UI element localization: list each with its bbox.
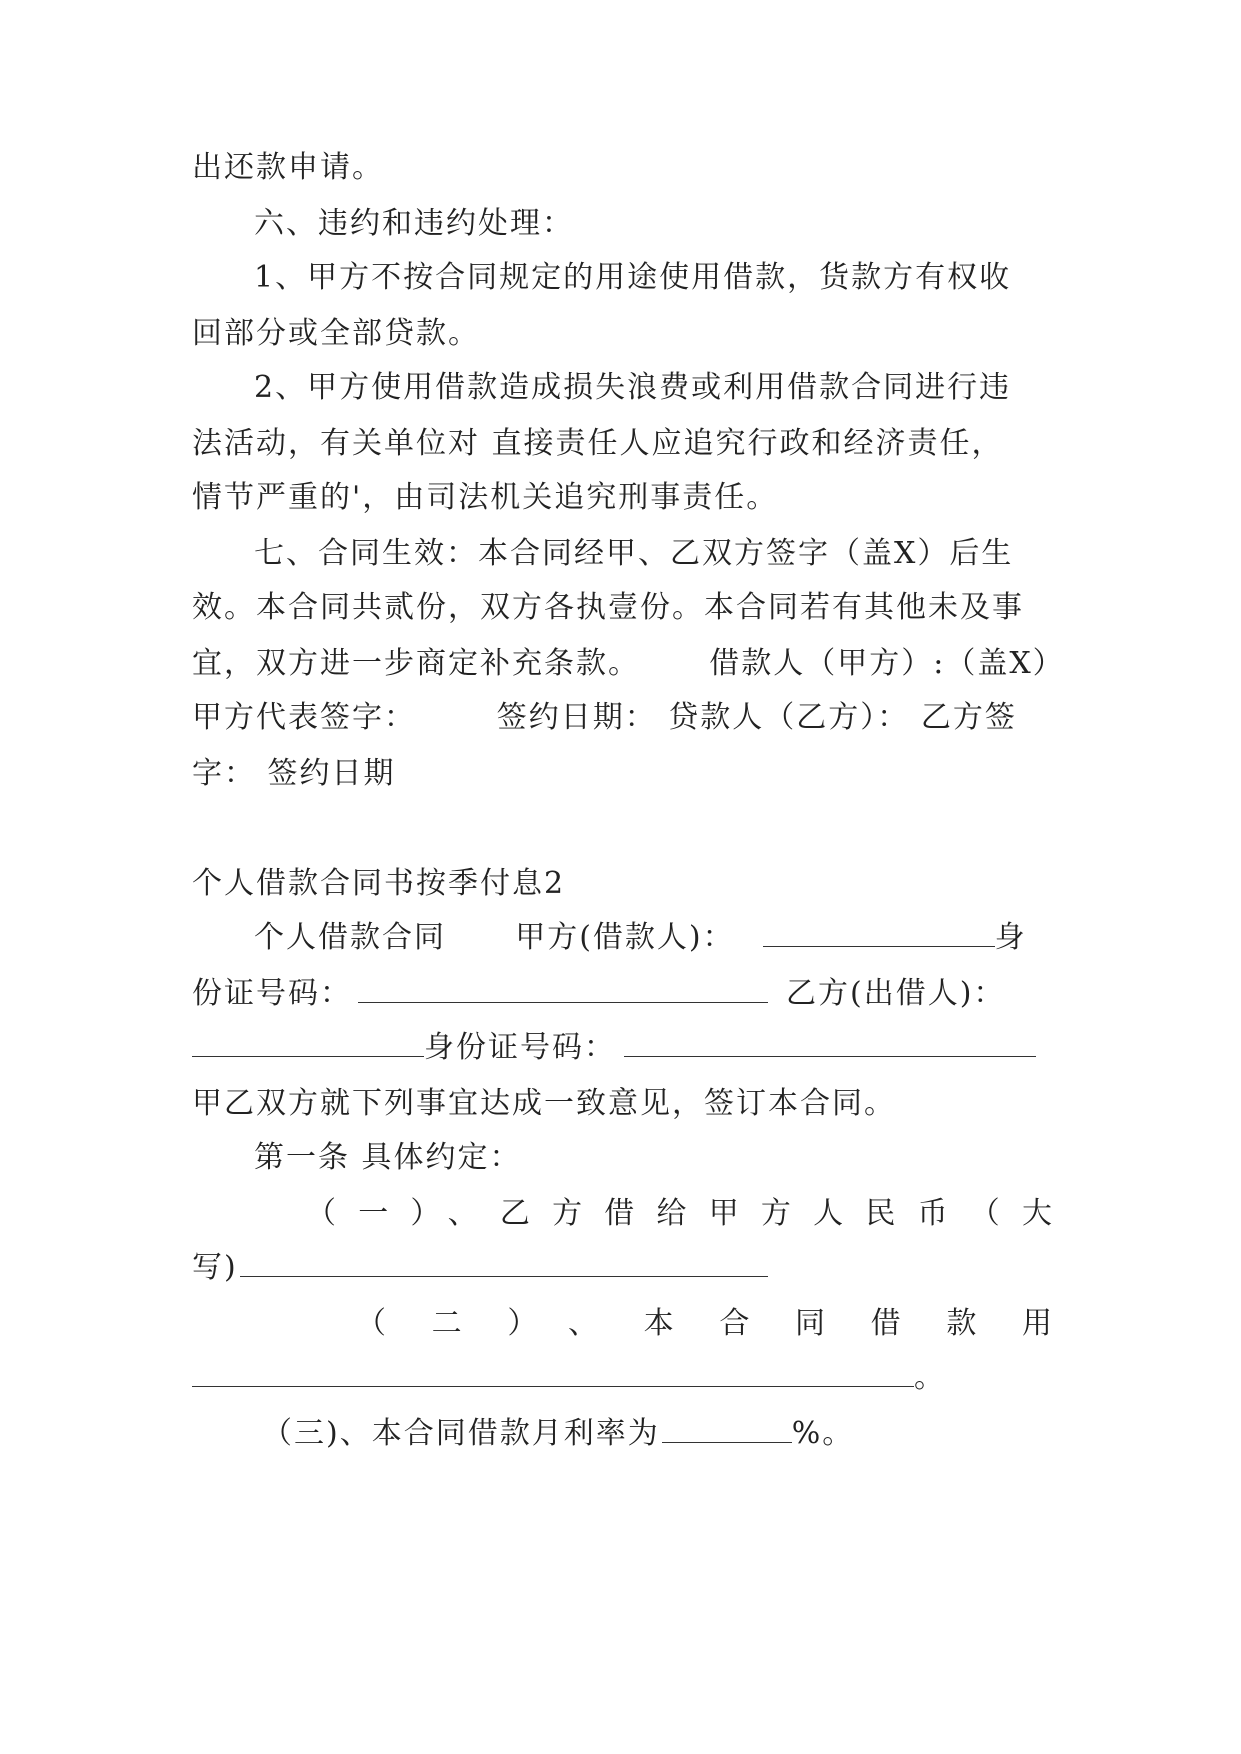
id-label: 身份证号码： — [424, 1030, 616, 1065]
party-a-id-blank[interactable] — [358, 974, 768, 1003]
text-fragment: 写) — [192, 1250, 238, 1285]
text-line: 回部分或全部贷款。 — [192, 316, 480, 351]
clause-purpose: （二）、本合同借款用 — [356, 1306, 1052, 1341]
id-label: 份证号码： — [192, 976, 352, 1011]
text-line: 宜，双方进一步商定补充条款。 借款人（甲方）:（盖X） — [192, 646, 1065, 681]
text-fragment: 身 — [994, 920, 1027, 955]
text-line: 效。本合同共贰份，双方各执壹份。本合同若有其他未及事 — [192, 590, 1024, 625]
party-a-label: 个人借款合同 甲方(借款人)： — [254, 920, 735, 955]
text-line: 法活动，有关单位对 直接责任人应追究行政和经济责任， — [192, 426, 1004, 461]
section-heading-breach: 六、违约和违约处理： — [254, 206, 574, 241]
clause-interest: （三)、本合同借款月利率为 — [262, 1416, 660, 1451]
purpose-line — [192, 1358, 1052, 1398]
text-fragment: 。 — [914, 1360, 946, 1395]
party-a-line — [254, 918, 1052, 958]
section-heading-effect: 七、合同生效：本合同经甲、乙双方签字（盖X）后生 — [254, 536, 1014, 571]
party-a-name-blank[interactable] — [763, 918, 995, 947]
interest-rate-line — [262, 1414, 1122, 1454]
text-line: 2、甲方使用借款造成损失浪费或利用借款合同进行违 — [254, 370, 1012, 405]
text-line: 甲乙双方就下列事宜达成一致意见，签订本合同。 — [192, 1086, 896, 1121]
party-b-line — [192, 1028, 1052, 1068]
purpose-blank[interactable] — [192, 1358, 914, 1387]
amount-blank[interactable] — [240, 1248, 768, 1277]
signature-line: 甲方代表签字： 签约日期： 贷款人（乙方）： 乙方签 — [192, 700, 1017, 735]
percent-sign: %。 — [791, 1416, 855, 1451]
text-line: 1、甲方不按合同规定的用途使用借款，货款方有权收 — [254, 260, 1012, 295]
party-b-name-blank[interactable] — [192, 1028, 424, 1057]
text-line: 出还款申请。 — [192, 150, 384, 185]
party-b-label: 乙方(出借人)： — [786, 976, 1006, 1011]
article-heading: 第一条 具体约定： — [254, 1140, 522, 1175]
party-b-id-blank[interactable] — [624, 1028, 1036, 1057]
document-title: 个人借款合同书按季付息2 — [192, 866, 566, 901]
signature-line: 字： 签约日期 — [192, 756, 396, 791]
clause-amount: （一）、乙方借给甲方人民币（大 — [306, 1196, 1052, 1231]
amount-line — [192, 1248, 1052, 1288]
id-number-line — [192, 974, 1052, 1014]
text-line: 情节严重的'，由司法机关追究刑事责任。 — [192, 480, 779, 515]
interest-rate-blank[interactable] — [662, 1414, 792, 1443]
